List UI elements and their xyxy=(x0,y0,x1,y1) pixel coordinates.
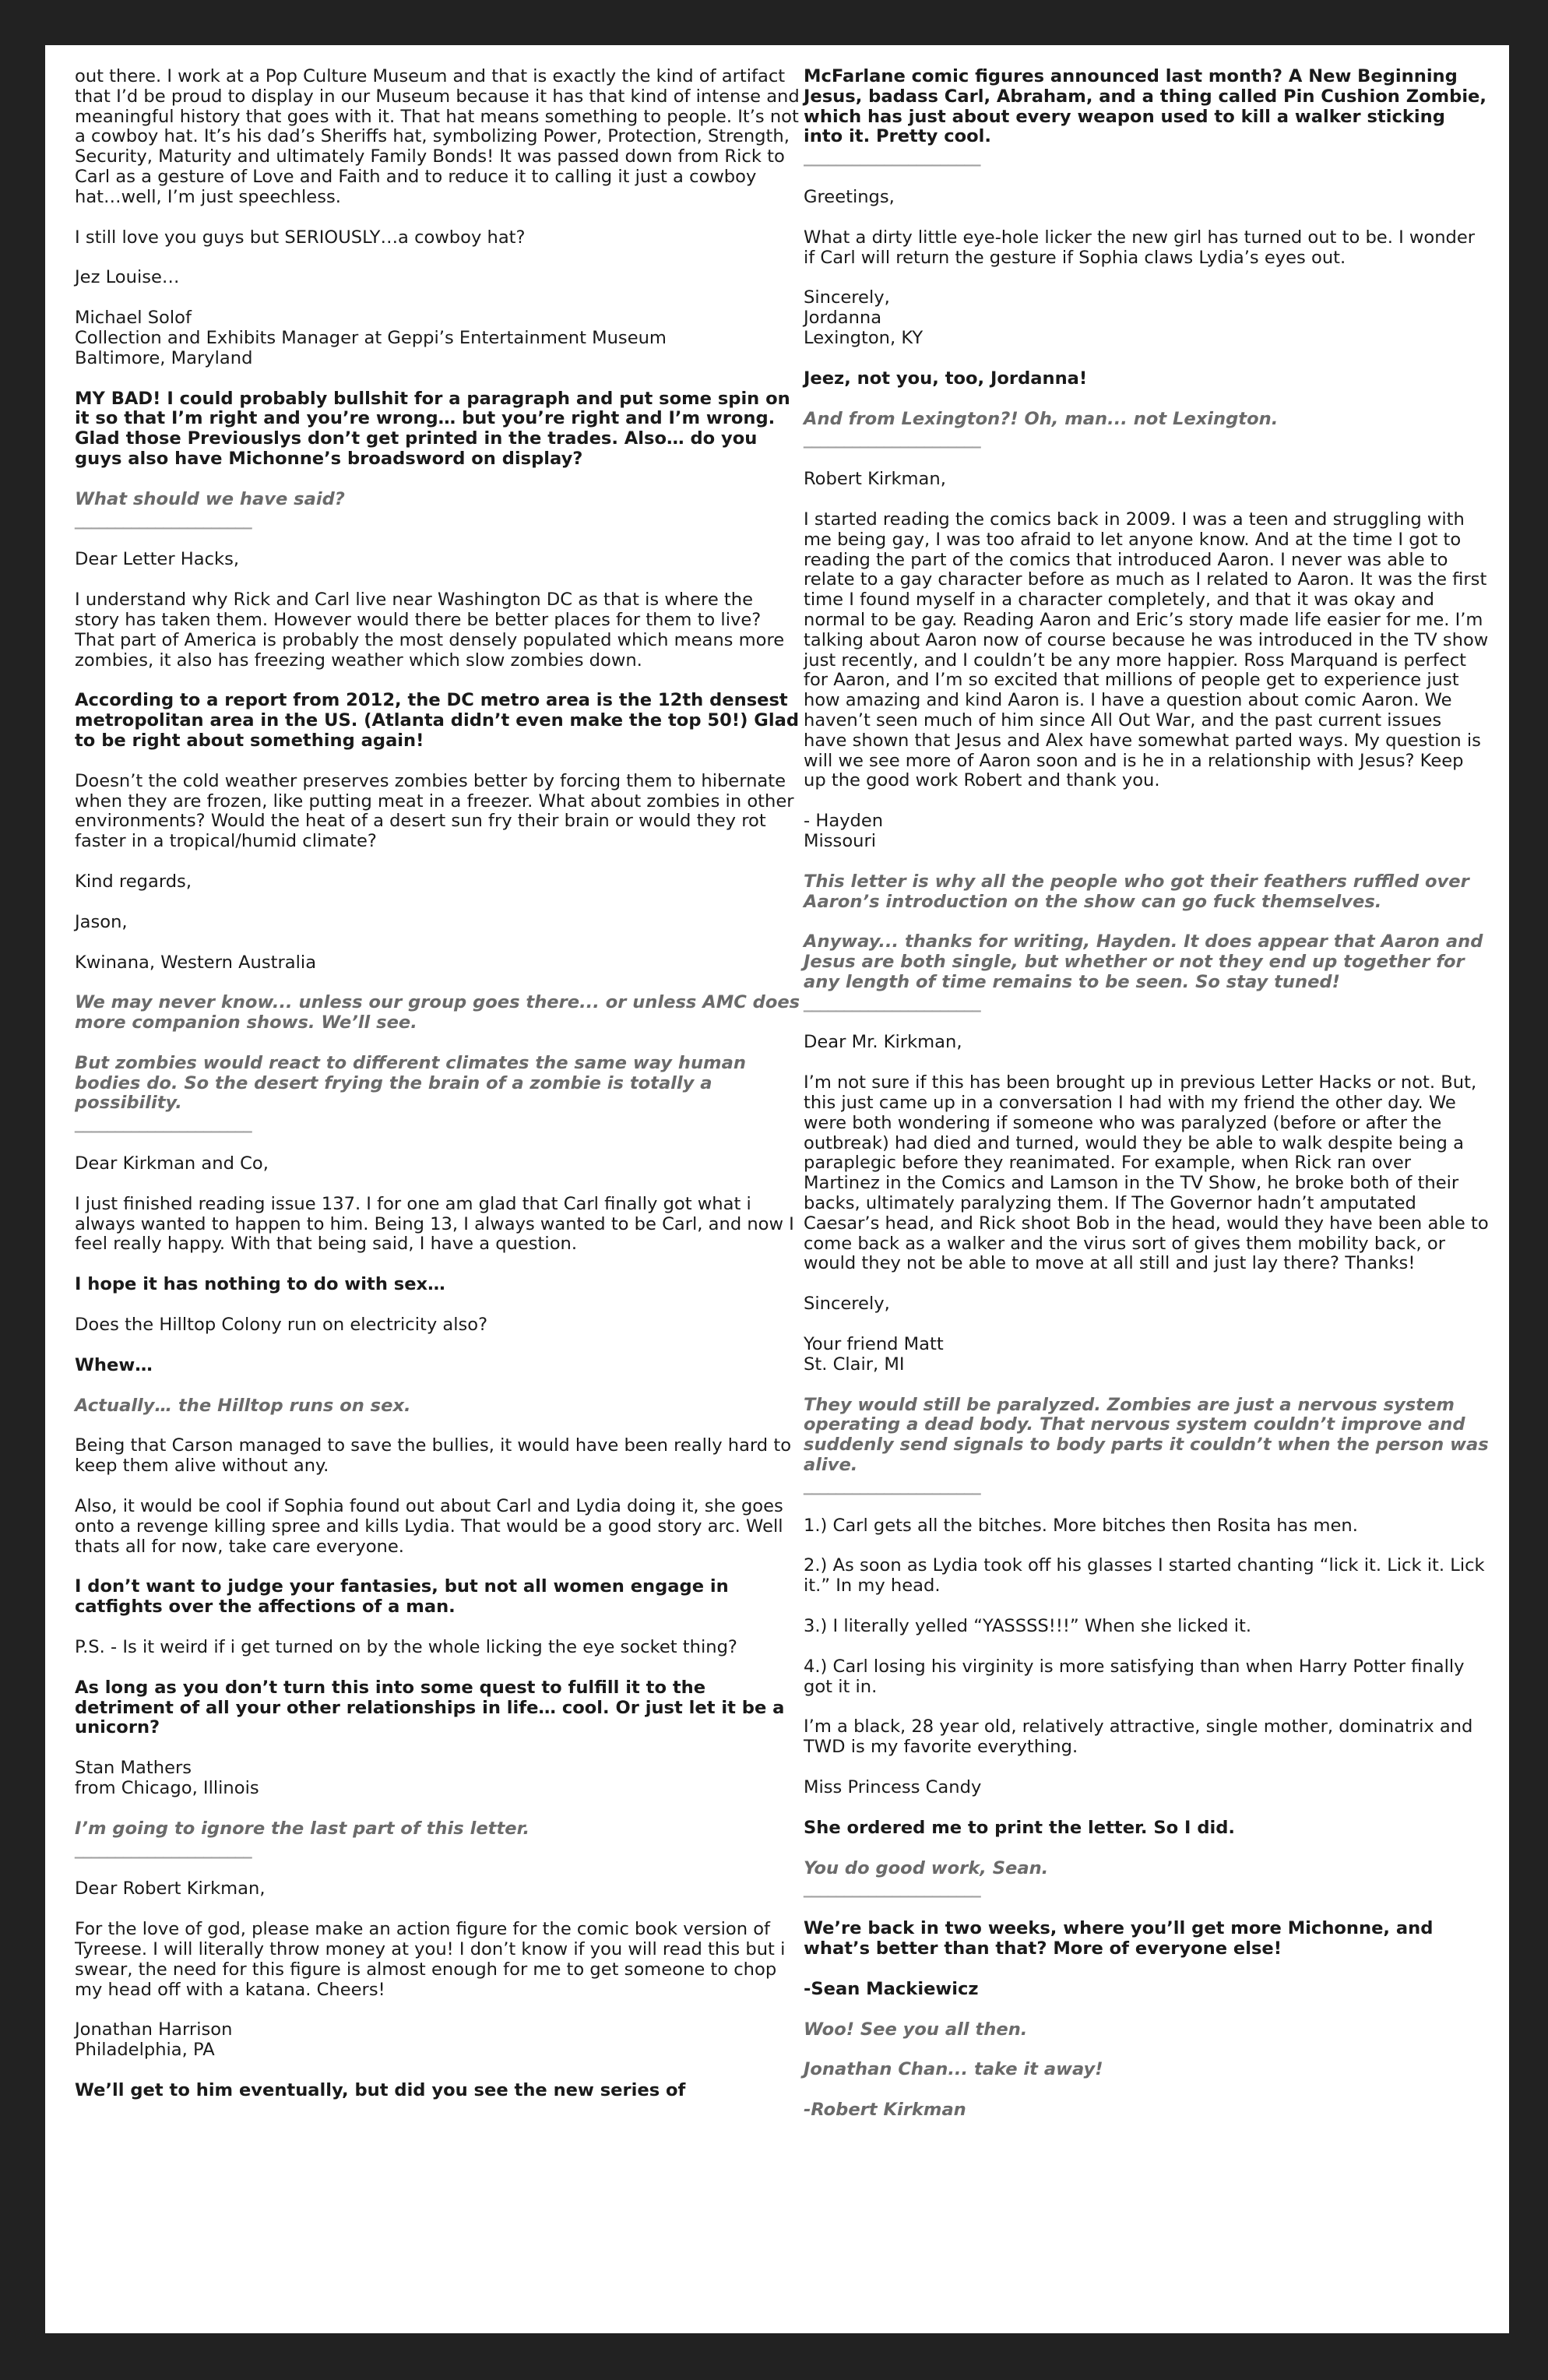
letter-text: P.S. - Is it weird if i get turned on by the whole licking the eye socket thing? xyxy=(75,1637,737,1658)
section-divider: ______________________ xyxy=(804,991,980,1012)
letter-text: Your friend Matt St. Clair, MI xyxy=(804,1334,944,1375)
letter-text: What a dirty little eye-hole licker the new girl has turned out to be. I wonder if Carl will return the gesture if Sophia claws Lydia’s eyes out. xyxy=(804,227,1476,268)
editor-comment: They would still be paralyzed. Zombies are just a nervous system operating a dead body. That nervous system couldn’t improve and suddenly send signals to body parts it couldn’t when the person was alive. ______________________ xyxy=(804,1394,1489,1495)
section-divider: ______________________ xyxy=(804,146,980,167)
section-divider: ______________________ xyxy=(75,509,252,530)
editor-comment: Actually… the Hilltop runs on sex. xyxy=(75,1395,411,1416)
letter-text: I still love you guys but SERIOUSLY…a cowboy hat? xyxy=(75,227,526,248)
editor-reply: As long as you don’t turn this into some quest to fulfill it to the detriment of all your other relationships in life… cool. Or just let it be a unicorn? xyxy=(75,1677,785,1738)
editor-comment: This letter is why all the people who got their feathers ruffled over Aaron’s introduction on the show can go fuck themselves. xyxy=(804,871,1469,912)
editor-comment: And from Lexington?! Oh, man... not Lexington. ______________________ xyxy=(804,408,1279,449)
editor-reply: According to a report from 2012, the DC metro area is the 12th densest metropolitan area in the US. (Atlanta didn’t even make the top 50!) Glad to be right about something again! xyxy=(75,690,800,751)
letter-text: Dear Letter Hacks, xyxy=(75,549,240,570)
letter-text: I’m not sure if this has been brought up in previous Letter Hacks or not. But, this just came up in a conversation I had with my friend the other day. We were both wondering if someone who was paralyzed (before or after the outbreak) had died and turned, would they be able to walk despite being a paraplegic before they reanimated. For example, when Rick ran over Martinez in the Comics and Lamson in the TV Show, he broke both of their backs, ultimately paralyzing them. If The Governor hadn’t amputated Caesar’s head, and Rick shoot Bob in the head, would they have been able to come back as a walker and the virus sort of gives them mobility back, or would they not be able to move at all still and just lay there? Thanks! xyxy=(804,1072,1489,1274)
editor-comment: Anyway... thanks for writing, Hayden. It does appear that Aaron and Jesus are both single, but whether or not they end up together for any length of time remains to be seen. So stay tuned! ______________________ xyxy=(804,931,1483,1012)
letter-text: Being that Carson managed to save the bullies, it would have been really hard to keep them alive without any. xyxy=(75,1435,792,1477)
editor-reply: I hope it has nothing to do with sex… xyxy=(75,1274,445,1295)
letter-text: I just finished reading issue 137. I for one am glad that Carl finally got what i always wanted to happen to him. Being 13, I always wanted to be Carl, and now I feel really happy. With that being said, I have a question. xyxy=(75,1193,794,1255)
letter-text: 3.) I literally yelled “YASSSS!!!” When she licked it. xyxy=(804,1616,1252,1637)
section-divider: ______________________ xyxy=(804,1878,980,1899)
editor-comment: We may never know... unless our group goes there... or unless AMC does more companion shows. We’ll see. xyxy=(75,992,800,1033)
letter-text: Dear Kirkman and Co, xyxy=(75,1153,269,1174)
letter-text: Jason, xyxy=(75,911,128,932)
letter-text: I’m a black, 28 year old, relatively attractive, single mother, dominatrix and TWD is my favorite everything. xyxy=(804,1716,1473,1758)
letter-text: Sincerely, Jordanna Lexington, KY xyxy=(804,287,924,348)
letter-text: - Hayden Missouri xyxy=(804,811,884,851)
section-divider: ______________________ xyxy=(804,428,980,449)
editor-comment: Jonathan Chan... take it away! xyxy=(804,2059,1103,2080)
editor-reply: -Sean Mackiewicz xyxy=(804,1978,979,1999)
editor-comment: Woo! See you all then. xyxy=(804,2019,1028,2040)
letter-text: Sincerely, xyxy=(804,1294,890,1315)
editor-reply: We’re back in two weeks, where you’ll get more Michonne, and what’s better than that? More of everyone else! xyxy=(804,1918,1434,1959)
editor-reply: I don’t want to judge your fantasies, but not all women engage in catfights over the affections of a man. xyxy=(75,1576,729,1618)
editor-comment: But zombies would react to different climates the same way human bodies do. So the desert frying the brain of a zombie is totally a possibility. ______________________ xyxy=(75,1052,746,1134)
editor-comment: I’m going to ignore the last part of this letter. ______________________ xyxy=(75,1818,530,1859)
letter-text: Also, it would be cool if Sophia found out about Carl and Lydia doing it, she goes onto a revenge killing spree and kills Lydia. That would be a good story arc. Well thats all for now, take care everyone. xyxy=(75,1496,783,1557)
letter-text: Dear Mr. Kirkman, xyxy=(804,1032,962,1053)
left-column xyxy=(75,67,803,2121)
letter-text: out there. I work at a Pop Culture Museum and that is exactly the kind of artifact that I’d be proud to display in our Museum because it has that kind of intense and meaningful history that goes with it. That hat means something to people. It’s not a cowboy hat. It’s his dad’s Sheriffs hat, symbolizing Power, Protection, Strength, Security, Maturity and ultimately Family Bonds! It was passed down from Rick to Carl as a gesture of Love and Faith and to reduce it to calling it just a cowboy hat…well, I’m just speechless. xyxy=(75,66,800,207)
section-divider: ______________________ xyxy=(75,1838,252,1859)
letter-text: 2.) As soon as Lydia took off his glasses I started chanting “lick it. Lick it. Lick it.” In my head. xyxy=(804,1555,1485,1597)
editor-comment: What should we have said? ______________________ xyxy=(75,488,345,530)
editor-reply: MY BAD! I could probably bullshit for a paragraph and put some spin on it so that I’m right and you’re wrong… but you’re right and I’m wrong. Glad those Previouslys don’t get printed in the trades. Also… do you guys also have Michonne’s broadsword on display? xyxy=(75,388,790,469)
letter-text: For the love of god, please make an action figure for the comic book version of Tyreese. I will literally throw money at you! I don’t know if you will read this but i swear, the need for this figure is almost enough for me to get someone to chop my head off with a katana. Cheers! xyxy=(75,1919,786,2000)
section-divider: ______________________ xyxy=(804,1474,980,1495)
editor-reply: McFarlane comic figures announced last month? A New Beginning Jesus, badass Carl, Abraham, and a thing called Pin Cushion Zombie, which has just about every weapon used to kill a walker sticking into it. Pretty cool. ______________________ xyxy=(804,66,1486,167)
letter-text: Jez Louise… xyxy=(75,267,180,288)
letter-text: Michael Solof Collection and Exhibits Manager at Geppi’s Entertainment Museum Baltimore, Maryland xyxy=(75,308,667,368)
letter-text: Greetings, xyxy=(804,186,895,207)
letter-text: Does the Hilltop Colony run on electricity also? xyxy=(75,1315,488,1336)
editor-reply: Jeez, not you, too, Jordanna! xyxy=(804,368,1088,389)
editor-comment: You do good work, Sean. ______________________ xyxy=(804,1857,1049,1899)
letter-text: I understand why Rick and Carl live near Washington DC as that is where the story has taken them. However would there be better places for them to live? That part of America is probably the most densely populated which means more zombies, it also has freezing weather which slow zombies down. xyxy=(75,590,785,671)
editor-reply: She ordered me to print the letter. So I did. xyxy=(804,1817,1235,1838)
right-column xyxy=(804,67,1489,2141)
letter-text: Doesn’t the cold weather preserves zombies better by forcing them to hibernate when they are frozen, like putting meat in a freezer. What about zombies in other environments? Would the heat of a desert sun fry their brain or would they rot faster in a tropical/humid climate? xyxy=(75,770,794,852)
letter-text: Kind regards, xyxy=(75,871,192,892)
section-divider: ______________________ xyxy=(75,1113,252,1134)
letters-page xyxy=(45,45,1509,2333)
letter-text: 4.) Carl losing his virginity is more satisfying than when Harry Potter finally got it in. xyxy=(804,1656,1465,1697)
letter-text: Jonathan Harrison Philadelphia, PA xyxy=(75,2019,233,2061)
editor-reply: Whew… xyxy=(75,1354,153,1375)
letter-text: 1.) Carl gets all the bitches. More bitches then Rosita has men. xyxy=(804,1515,1358,1536)
letter-text: Dear Robert Kirkman, xyxy=(75,1878,266,1899)
letter-text: Kwinana, Western Australia xyxy=(75,952,317,973)
editor-reply: We’ll get to him eventually, but did you see the new series of xyxy=(75,2079,686,2100)
letter-text: Robert Kirkman, xyxy=(804,469,946,490)
letter-text: I started reading the comics back in 2009. I was a teen and struggling with me being gay, I was too afraid to let anyone know. And at the time I got to reading the part of the comics that introduced Aaron. I never was able to relate to a gay character before as much as I related to Aaron. It was the first time I found myself in a character completely, and that it was okay and normal to be gay. Reading Aaron and Eric’s story made life easier for me. I’m talking about Aaron now of course because he was introduced in the TV show just recently, and I couldn’t be any more happier. Ross Marquand is perfect for Aaron, and I’m so excited that millions of people get to experience just how amazing and kind Aaron is. I have a question about comic Aaron. We haven’t seen much of him since All Out War, and the past current issues have shown that Jesus and Alex have somewhat parted ways. My question is will we see more of Aaron soon and is he in a relationship with Jesus? Keep up the good work Robert and thank you. xyxy=(804,509,1489,791)
letter-text: Stan Mathers from Chicago, Illinois xyxy=(75,1758,259,1799)
letter-text: Miss Princess Candy xyxy=(804,1777,982,1797)
editor-comment: -Robert Kirkman xyxy=(804,2100,966,2121)
